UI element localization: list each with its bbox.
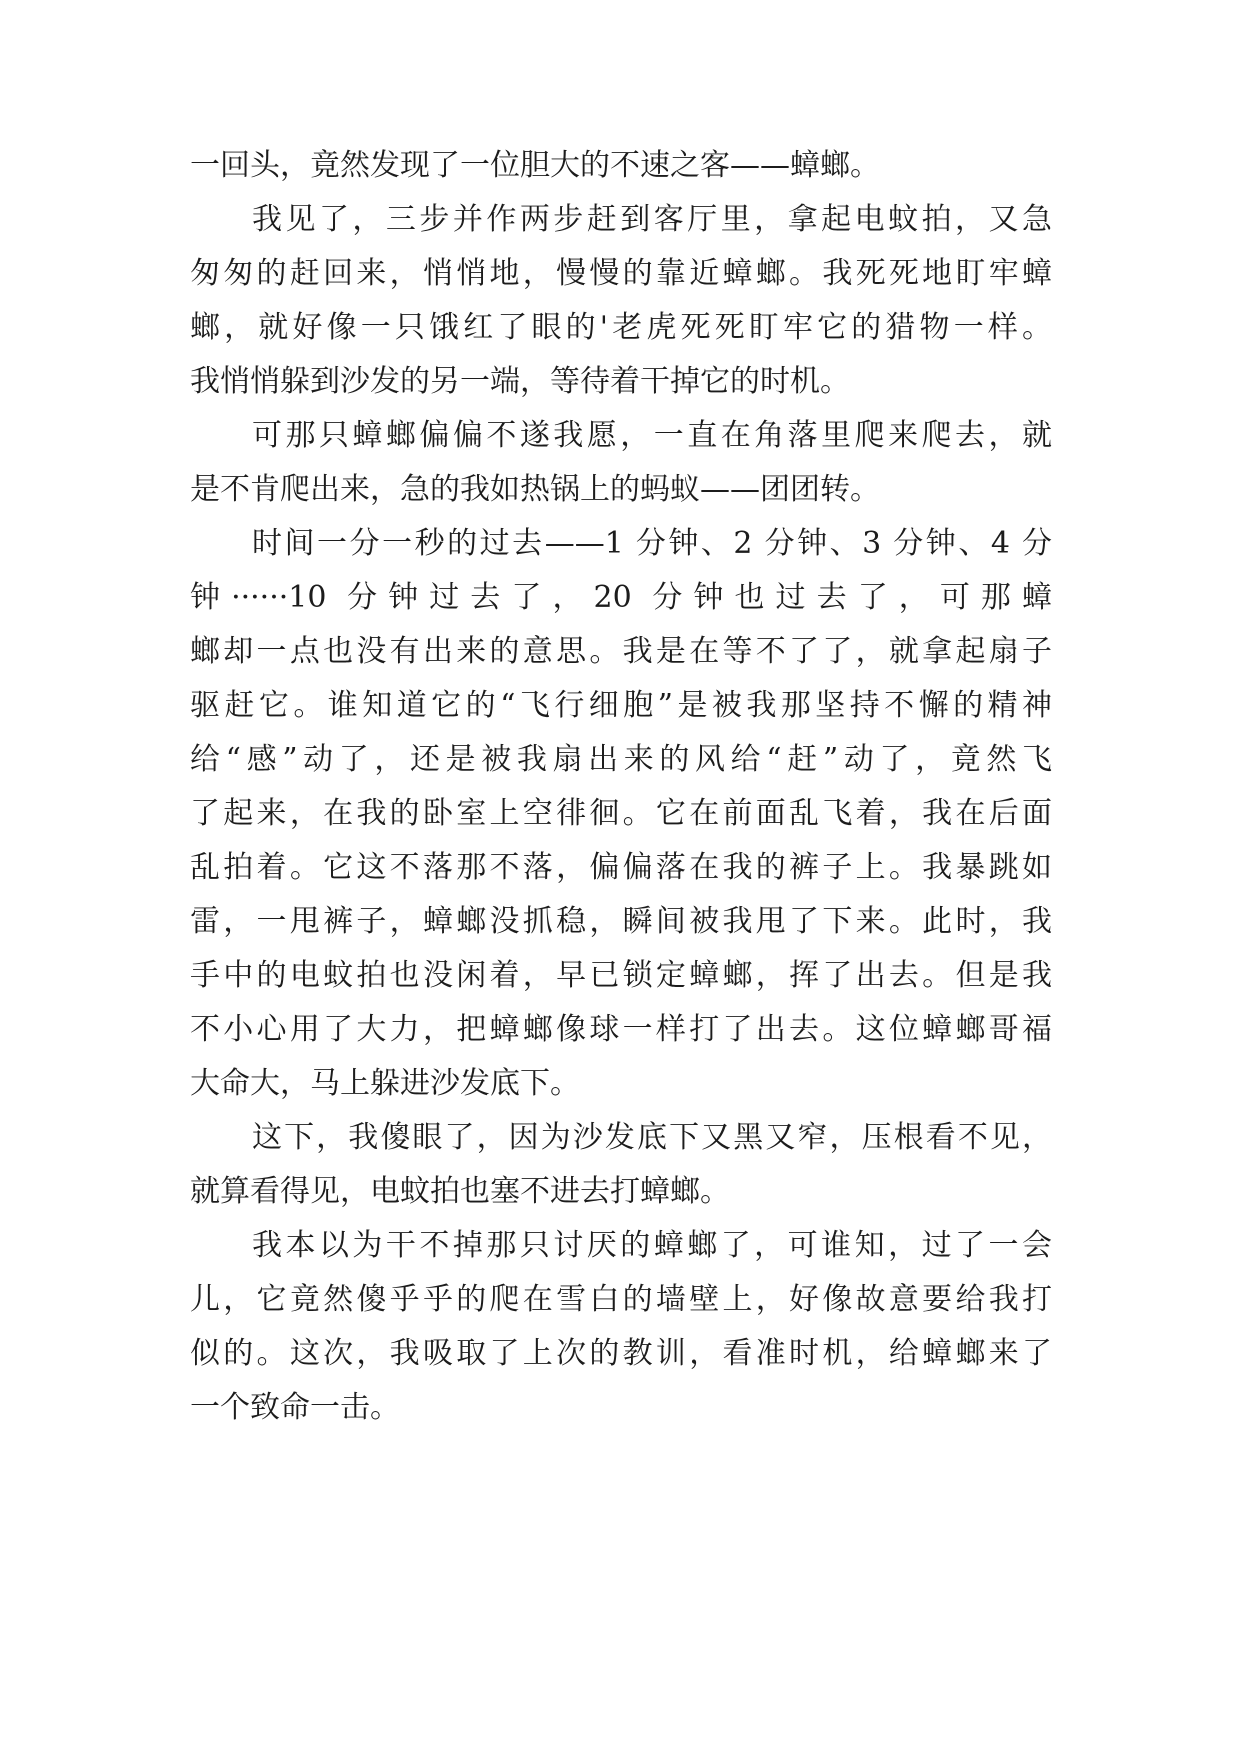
text-line: 不小心用了大力，把蟑螂像球一样打了出去。这位蟑螂哥福 bbox=[190, 1012, 1052, 1047]
text-line: 驱赶它。谁知道它的“飞行细胞”是被我那坚持不懈的精神 bbox=[190, 688, 1052, 723]
text-line: 雷，一甩裤子，蟑螂没抓稳，瞬间被我甩了下来。此时，我 bbox=[190, 904, 1052, 939]
text-line: 螂却一点也没有出来的意思。我是在等不了了，就拿起扇子 bbox=[190, 634, 1052, 669]
text-line: 可那只蟑螂偏偏不遂我愿，一直在角落里爬来爬去，就 bbox=[252, 418, 1052, 453]
text-line: 一回头，竟然发现了一位胆大的不速之客——蟑螂。 bbox=[190, 148, 880, 183]
text-line: 这下，我傻眼了，因为沙发底下又黑又窄，压根看不见， bbox=[252, 1120, 1052, 1155]
text-line: 似的。这次，我吸取了上次的教训，看准时机，给蟑螂来了 bbox=[190, 1336, 1052, 1371]
text-line: 给“感”动了，还是被我扇出来的风给“赶”动了，竟然飞 bbox=[190, 742, 1052, 777]
text-line: 是不肯爬出来，急的我如热锅上的蚂蚁——团团转。 bbox=[190, 472, 880, 507]
text-line: 钟······10 分钟过去了，20 分钟也过去了，可那蟑 bbox=[190, 580, 1052, 615]
text-line: 我见了，三步并作两步赶到客厅里，拿起电蚊拍，又急 bbox=[252, 202, 1052, 237]
text-line: 乱拍着。它这不落那不落，偏偏落在我的裤子上。我暴跳如 bbox=[190, 850, 1052, 885]
text-line: 时间一分一秒的过去——1 分钟、2 分钟、3 分钟、4 分 bbox=[252, 526, 1052, 561]
text-line: 儿，它竟然傻乎乎的爬在雪白的墙壁上，好像故意要给我打 bbox=[190, 1282, 1052, 1317]
text-line: 一个致命一击。 bbox=[190, 1390, 400, 1425]
text-line: 手中的电蚊拍也没闲着，早已锁定蟑螂，挥了出去。但是我 bbox=[190, 958, 1052, 993]
text-line: 匆匆的赶回来，悄悄地，慢慢的靠近蟑螂。我死死地盯牢蟑 bbox=[190, 256, 1052, 291]
text-line: 了起来，在我的卧室上空徘徊。它在前面乱飞着，我在后面 bbox=[190, 796, 1052, 831]
text-line: 我悄悄躲到沙发的另一端，等待着干掉它的时机。 bbox=[190, 364, 850, 399]
text-line: 大命大，马上躲进沙发底下。 bbox=[190, 1066, 580, 1101]
text-line: 螂，就好像一只饿红了眼的'老虎死死盯牢它的猎物一样。 bbox=[190, 310, 1052, 345]
text-line: 我本以为干不掉那只讨厌的蟑螂了，可谁知，过了一会 bbox=[252, 1228, 1052, 1263]
text-line: 就算看得见，电蚊拍也塞不进去打蟑螂。 bbox=[190, 1174, 730, 1209]
